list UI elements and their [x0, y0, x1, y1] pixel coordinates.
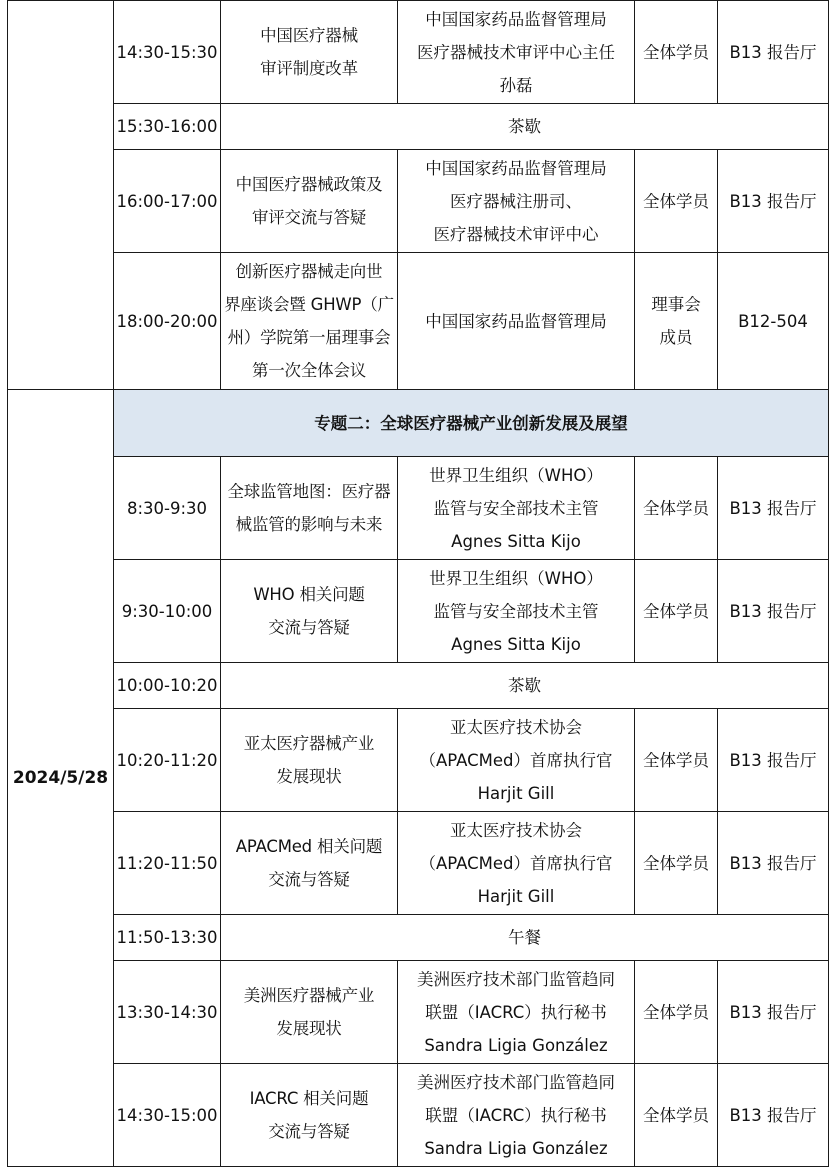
topic-cell-line: 州）学院第一届理事会 [227, 328, 391, 347]
topic-cell-line: 第一次全体会议 [251, 361, 367, 380]
time-cell: 10:00-10:20 [114, 663, 221, 709]
speaker-cell-line: 世界卫生组织（WHO） [429, 568, 603, 588]
section-title: 专题二：全球医疗器械产业创新发展及展望 [114, 390, 829, 457]
date-cell-empty [8, 1, 114, 390]
venue-cell: B13 报告厅 [718, 812, 829, 915]
schedule-table [7, 0, 829, 1167]
audience-cell-line: 全体学员 [643, 1002, 709, 1022]
speaker-cell [398, 150, 635, 253]
topic-cell-line: 交流与答疑 [268, 870, 350, 889]
topic-cell-line: 创新医疗器械走向世 [235, 262, 383, 281]
topic-cell [221, 150, 398, 253]
topic-cell-line: 亚太医疗器械产业 [243, 734, 375, 753]
venue-cell: B13 报告厅 [718, 709, 829, 812]
time-cell: 18:00-20:00 [114, 253, 221, 390]
speaker-cell-line: Sandra Ligia González [424, 1035, 608, 1055]
speaker-cell-line: 孙磊 [499, 75, 533, 95]
date-cell: 2024/5/28 [8, 390, 114, 1167]
speaker-cell-line: （APACMed）首席执行官 [419, 853, 613, 873]
speaker-cell-line: Sandra Ligia González [424, 1138, 608, 1158]
topic-cell-line: IACRC 相关问题 [249, 1089, 369, 1108]
topic-cell [221, 253, 398, 390]
topic-cell-line: 审评制度改革 [260, 59, 358, 78]
speaker-cell [398, 560, 635, 663]
speaker-cell [398, 1, 635, 104]
topic-cell-line: 械监管的影响与未来 [235, 515, 383, 534]
topic-cell-line: 审评交流与答疑 [251, 208, 367, 227]
topic-cell-line: 发展现状 [276, 767, 342, 786]
time-cell: 14:30-15:00 [114, 1064, 221, 1167]
audience-cell [635, 709, 718, 812]
speaker-cell-line: 中国国家药品监督管理局 [425, 311, 607, 331]
speaker-cell-line: 中国国家药品监督管理局 [425, 158, 607, 178]
time-cell: 13:30-14:30 [114, 961, 221, 1064]
audience-cell [635, 1, 718, 104]
time-cell: 8:30-9:30 [114, 457, 221, 560]
venue-cell: B13 报告厅 [718, 457, 829, 560]
audience-cell-line: 成员 [659, 328, 693, 347]
time-cell: 11:50-13:30 [114, 915, 221, 961]
speaker-cell-line: 医疗器械技术审评中心主任 [417, 42, 615, 62]
speaker-cell-line: 医疗器械注册司、 [450, 191, 582, 211]
break-label: 午餐 [221, 915, 829, 961]
speaker-cell-line: 美洲医疗技术部门监管趋同 [417, 969, 615, 989]
audience-cell-line: 全体学员 [643, 853, 709, 873]
venue-cell: B12-504 [718, 253, 829, 390]
time-cell: 9:30-10:00 [114, 560, 221, 663]
speaker-cell-line: Harjit Gill [477, 783, 555, 803]
break-row [8, 915, 829, 961]
venue-cell: B13 报告厅 [718, 1064, 829, 1167]
audience-cell-line: 全体学员 [643, 601, 709, 621]
topic-cell [221, 812, 398, 915]
speaker-cell [398, 1064, 635, 1167]
topic-cell-line: 交流与答疑 [268, 618, 350, 637]
speaker-cell-line: 联盟（IACRC）执行秘书 [425, 1002, 607, 1022]
speaker-cell-line: 医疗器械技术审评中心 [433, 224, 599, 244]
audience-cell [635, 560, 718, 663]
topic-cell-line: 全球监管地图：医疗器 [227, 482, 391, 501]
venue-cell: B13 报告厅 [718, 560, 829, 663]
topic-cell-line: 界座谈会暨 GHWP（广 [224, 295, 394, 314]
topic-cell-line: APACMed 相关问题 [235, 837, 383, 856]
topic-cell-line: 发展现状 [276, 1019, 342, 1038]
audience-cell-line: 全体学员 [643, 750, 709, 770]
audience-cell [635, 961, 718, 1064]
audience-cell-line: 理事会 [651, 295, 701, 314]
speaker-cell-line: 亚太医疗技术协会 [450, 820, 582, 840]
topic-cell-line: 中国医疗器械 [260, 26, 358, 45]
speaker-cell-line: Agnes Sitta Kijo [451, 634, 581, 654]
audience-cell [635, 812, 718, 915]
venue-cell: B13 报告厅 [718, 150, 829, 253]
speaker-cell-line: （APACMed）首席执行官 [419, 750, 613, 770]
time-cell: 10:20-11:20 [114, 709, 221, 812]
speaker-cell-line: Harjit Gill [477, 886, 555, 906]
speaker-cell-line: 监管与安全部技术主管 [433, 498, 599, 518]
topic-cell [221, 457, 398, 560]
break-label: 茶歇 [221, 663, 829, 709]
time-cell: 11:20-11:50 [114, 812, 221, 915]
speaker-cell-line: 美洲医疗技术部门监管趋同 [417, 1072, 615, 1092]
session-row [8, 1064, 829, 1167]
speaker-cell [398, 457, 635, 560]
section-row [8, 390, 829, 457]
speaker-cell-line: Agnes Sitta Kijo [451, 531, 581, 551]
speaker-cell-line: 联盟（IACRC）执行秘书 [425, 1105, 607, 1125]
topic-cell [221, 1, 398, 104]
time-cell: 14:30-15:30 [114, 1, 221, 104]
speaker-cell [398, 709, 635, 812]
schedule-sheet [7, 0, 828, 1166]
session-row [8, 1, 829, 104]
session-row [8, 961, 829, 1064]
venue-cell: B13 报告厅 [718, 961, 829, 1064]
speaker-cell-line: 亚太医疗技术协会 [450, 717, 582, 737]
topic-cell-line: 中国医疗器械政策及 [235, 175, 383, 194]
topic-cell-line: WHO 相关问题 [253, 585, 365, 604]
speaker-cell [398, 961, 635, 1064]
session-row [8, 812, 829, 915]
audience-cell-line: 全体学员 [643, 42, 709, 62]
session-row [8, 457, 829, 560]
topic-cell [221, 1064, 398, 1167]
audience-cell [635, 150, 718, 253]
speaker-cell [398, 812, 635, 915]
time-cell: 16:00-17:00 [114, 150, 221, 253]
break-row [8, 663, 829, 709]
topic-cell-line: 美洲医疗器械产业 [243, 986, 375, 1005]
session-row [8, 253, 829, 390]
session-row [8, 560, 829, 663]
topic-cell [221, 709, 398, 812]
audience-cell-line: 全体学员 [643, 191, 709, 211]
audience-cell [635, 457, 718, 560]
topic-cell [221, 961, 398, 1064]
audience-cell-line: 全体学员 [643, 498, 709, 518]
topic-cell-line: 交流与答疑 [268, 1122, 350, 1141]
audience-cell [635, 253, 718, 390]
speaker-cell-line: 监管与安全部技术主管 [433, 601, 599, 621]
session-row [8, 150, 829, 253]
break-label: 茶歇 [221, 104, 829, 150]
speaker-cell [398, 253, 635, 390]
speaker-cell-line: 世界卫生组织（WHO） [429, 465, 603, 485]
audience-cell-line: 全体学员 [643, 1105, 709, 1125]
venue-cell: B13 报告厅 [718, 1, 829, 104]
speaker-cell-line: 中国国家药品监督管理局 [425, 9, 607, 29]
time-cell: 15:30-16:00 [114, 104, 221, 150]
audience-cell [635, 1064, 718, 1167]
session-row [8, 709, 829, 812]
topic-cell [221, 560, 398, 663]
break-row [8, 104, 829, 150]
